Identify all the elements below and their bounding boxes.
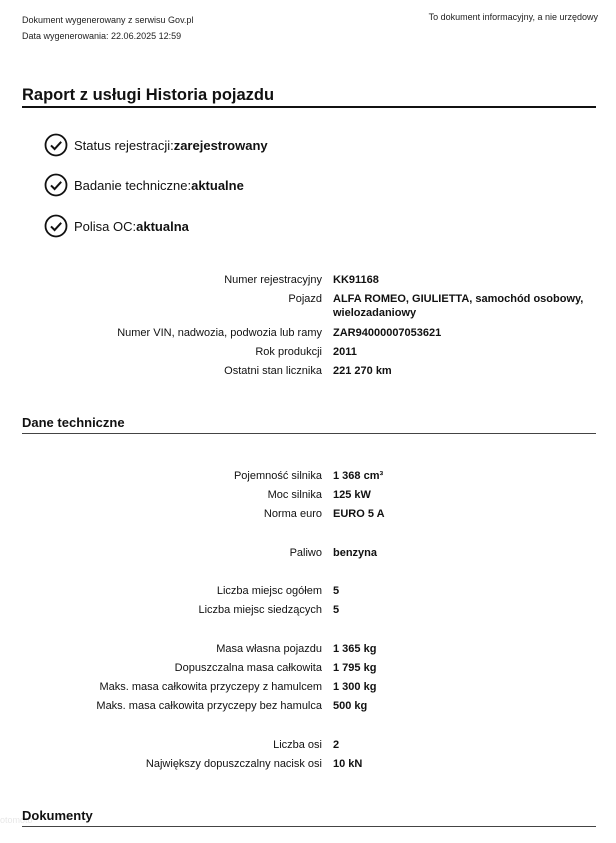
generated-date-text: Data wygenerowania: 22.06.2025 12:59 (22, 31, 182, 41)
page-title: Raport z usługi Historia pojazdu (22, 86, 275, 104)
tech-label: Maks. masa całkowita przyczepy z hamulcem (99, 681, 322, 693)
section-heading-technical: Dane techniczne (22, 415, 125, 430)
status-value: aktualna (136, 218, 189, 234)
status-label: Polisa OC: (74, 218, 137, 234)
check-circle-icon (44, 173, 68, 197)
tech-value: 2 (333, 739, 340, 751)
info-value: ZAR94000007053621 (333, 327, 442, 339)
tech-label: Liczba miejsc siedzących (198, 604, 322, 616)
watermark: otomoto (0, 815, 33, 825)
status-value: aktualne (191, 177, 244, 193)
info-label: Rok produkcji (255, 346, 322, 358)
status-label: Status rejestracji: (74, 137, 174, 153)
tech-value: 5 (333, 585, 340, 597)
status-value: zarejestrowany (173, 137, 268, 153)
info-value: 2011 (333, 346, 357, 358)
check-circle-icon (44, 214, 68, 238)
tech-value: benzyna (333, 547, 378, 559)
document-header-left (22, 12, 193, 44)
info-value: 221 270 km (333, 365, 392, 377)
tech-value: 500 kg (333, 700, 368, 712)
tech-label: Paliwo (289, 547, 322, 559)
tech-value: 10 kN (333, 758, 363, 770)
tech-value: 1 365 kg (333, 643, 377, 655)
title-divider (22, 106, 596, 108)
status-label: Badanie techniczne: (74, 177, 192, 193)
tech-label: Moc silnika (267, 489, 322, 501)
tech-label: Dopuszczalna masa całkowita (174, 662, 322, 674)
status-insurance (44, 214, 189, 238)
tech-label: Pojemność silnika (233, 470, 322, 482)
status-inspection (44, 173, 244, 197)
tech-value: 5 (333, 604, 340, 616)
info-label: Numer rejestracyjny (224, 274, 322, 286)
tech-label: Norma euro (263, 508, 322, 520)
status-registration (44, 133, 268, 157)
tech-label: Największy dopuszczalny nacisk osi (145, 758, 322, 770)
section-divider (22, 433, 596, 434)
tech-value: 1 795 kg (333, 662, 377, 674)
info-value: ALFA ROMEO, GIULIETTA, samochód osobowy, wielozadaniowy (333, 293, 584, 319)
section-heading-documents: Dokumenty (22, 808, 93, 823)
info-label: Numer VIN, nadwozia, podwozia lub ramy (117, 327, 322, 339)
tech-label: Maks. masa całkowita przyczepy bez hamulca (96, 700, 322, 712)
info-label: Ostatni stan licznika (224, 365, 322, 377)
info-value: KK91168 (333, 274, 379, 286)
tech-value: 125 kW (333, 489, 371, 501)
generated-by-text: Dokument wygenerowany z serwisu Gov.pl (22, 15, 194, 25)
tech-value: 1 368 cm³ (333, 470, 384, 482)
disclaimer-text: To dokument informacyjny, a nie urzędowy (428, 12, 598, 22)
check-circle-icon (44, 133, 68, 157)
tech-label: Liczba osi (273, 739, 322, 751)
tech-label: Masa własna pojazdu (216, 643, 322, 655)
tech-value: 1 300 kg (333, 681, 377, 693)
section-divider (22, 826, 596, 827)
info-label: Pojazd (288, 293, 322, 305)
tech-value: EURO 5 A (333, 508, 385, 520)
tech-label: Liczba miejsc ogółem (216, 585, 322, 597)
